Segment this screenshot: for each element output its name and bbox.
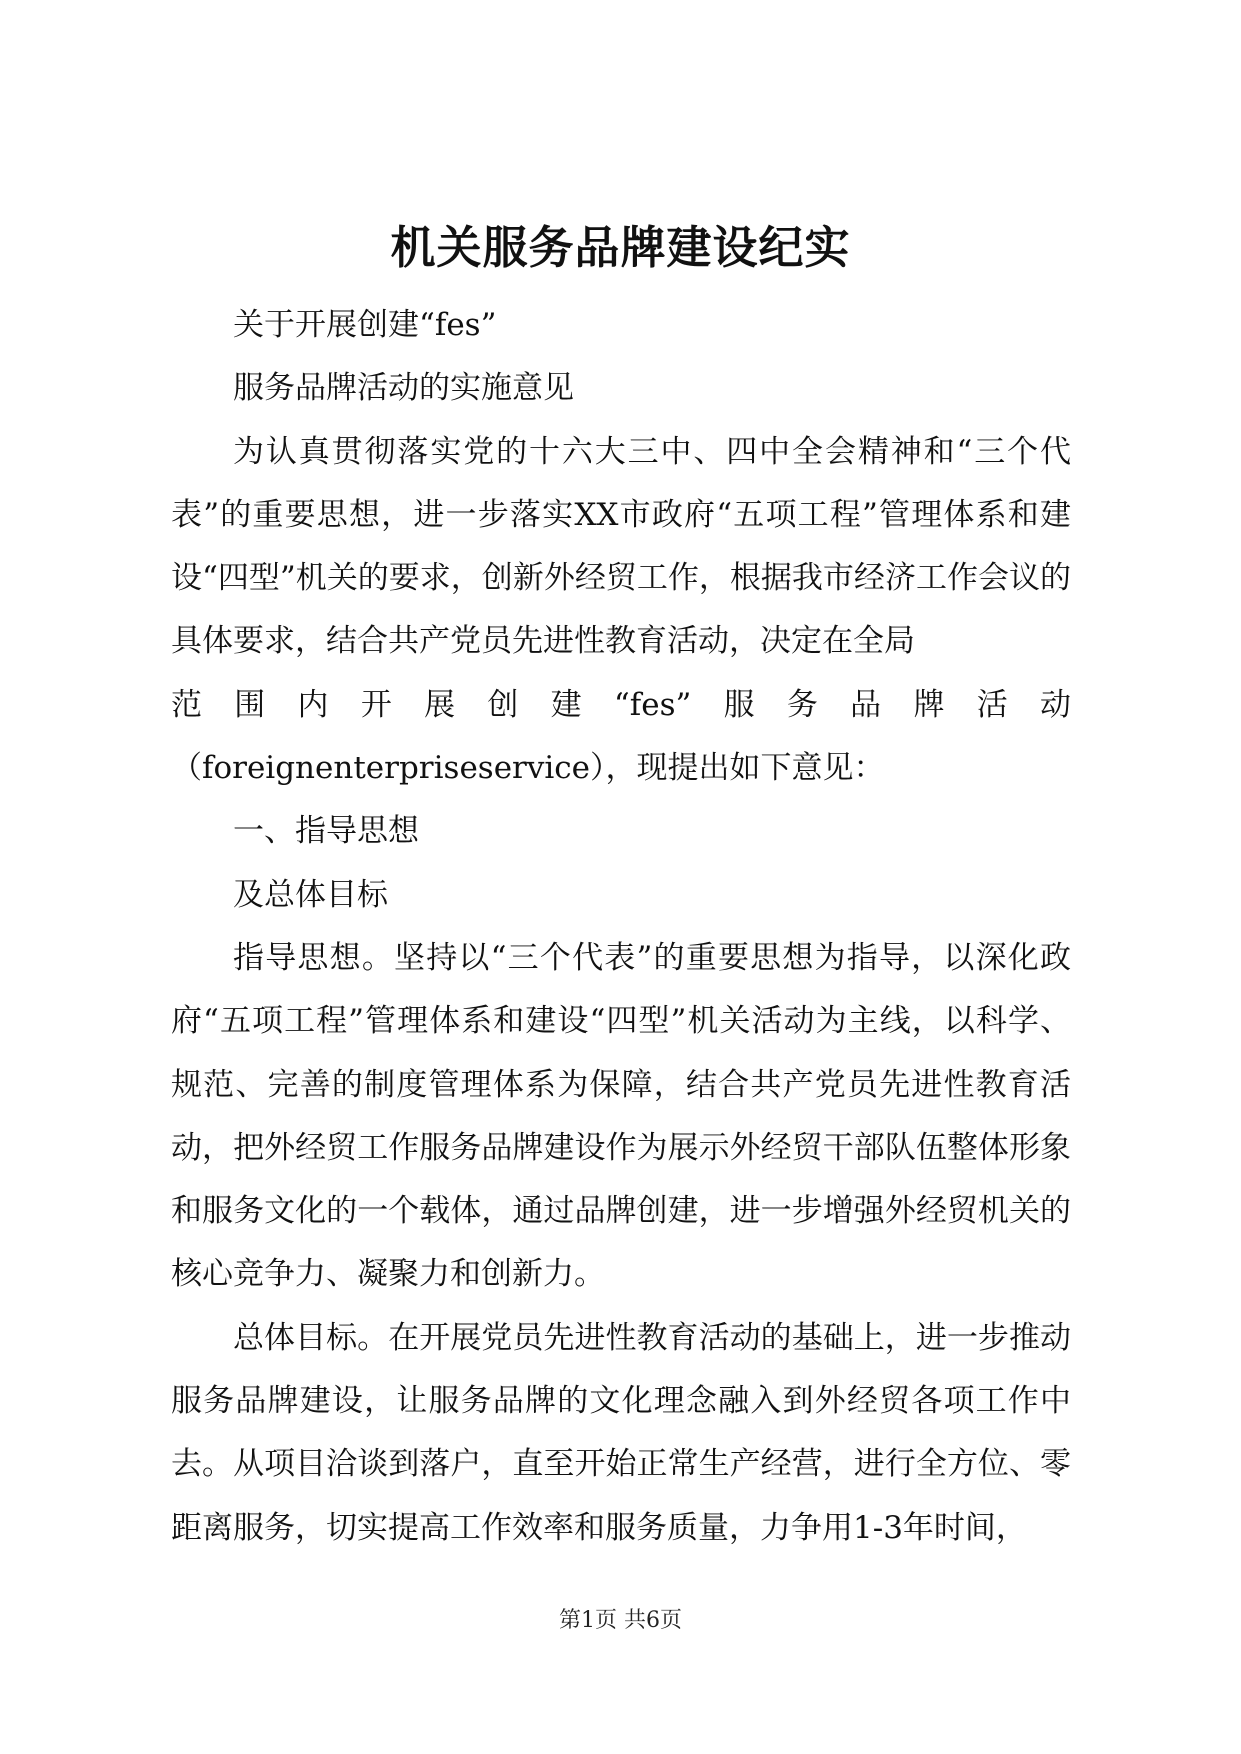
paragraph-intro-justified-line: 范围内开展创建“fes”服务品牌活动 — [171, 686, 1071, 723]
paragraph-guiding-thought: 指导思想。坚持以“三个代表”的重要思想为指导，以深化政府“五项工程”管理体系和建设“四型”机关活动为主线，以科学、规范、完善的制度管理体系为保障，结合共产党员先进性教育活动，把外经贸工作服务品牌建设作为展示外经贸干部队伍整体形象和服务文化的一个载体，通过品牌创建，进一步增强外经贸机关的核心竞争力、凝聚力和创新力。 — [171, 939, 1071, 1293]
paragraph-intro — [171, 421, 1071, 801]
paragraph-subtitle-2: 服务品牌活动的实施意见 — [233, 370, 574, 407]
page-number-footer: 第1页 共6页 — [559, 1608, 682, 1633]
document-body — [171, 294, 1071, 1560]
paragraph-intro-text: 为认真贯彻落实党的十六大三中、四中全会精神和“三个代表”的重要思想，进一步落实XX市政府“五项工程”管理体系和建设“四型”机关的要求，创新外经贸工作，根据我市经济工作会议的具体要求，结合共产党员先进性教育活动，决定在全局 — [171, 433, 1071, 660]
section-heading-1: 一、指导思想 — [233, 813, 419, 850]
paragraph-intro-continuation: （foreignenterpriseservice），现提出如下意见： — [171, 750, 885, 787]
document-title: 机关服务品牌建设纪实 — [390, 221, 851, 274]
paragraph-subtitle-1: 关于开展创建“fes” — [233, 307, 497, 343]
paragraph-overall-goal: 总体目标。在开展党员先进性教育活动的基础上，进一步推动服务品牌建设，让服务品牌的文化理念融入到外经贸各项工作中去。从项目洽谈到落户，直至开始正常生产经营，进行全方位、零距离服务，切实提高工作效率和服务质量，力争用1-3年时间， — [171, 1319, 1071, 1546]
section-heading-1-cont: 及总体目标 — [233, 876, 388, 913]
